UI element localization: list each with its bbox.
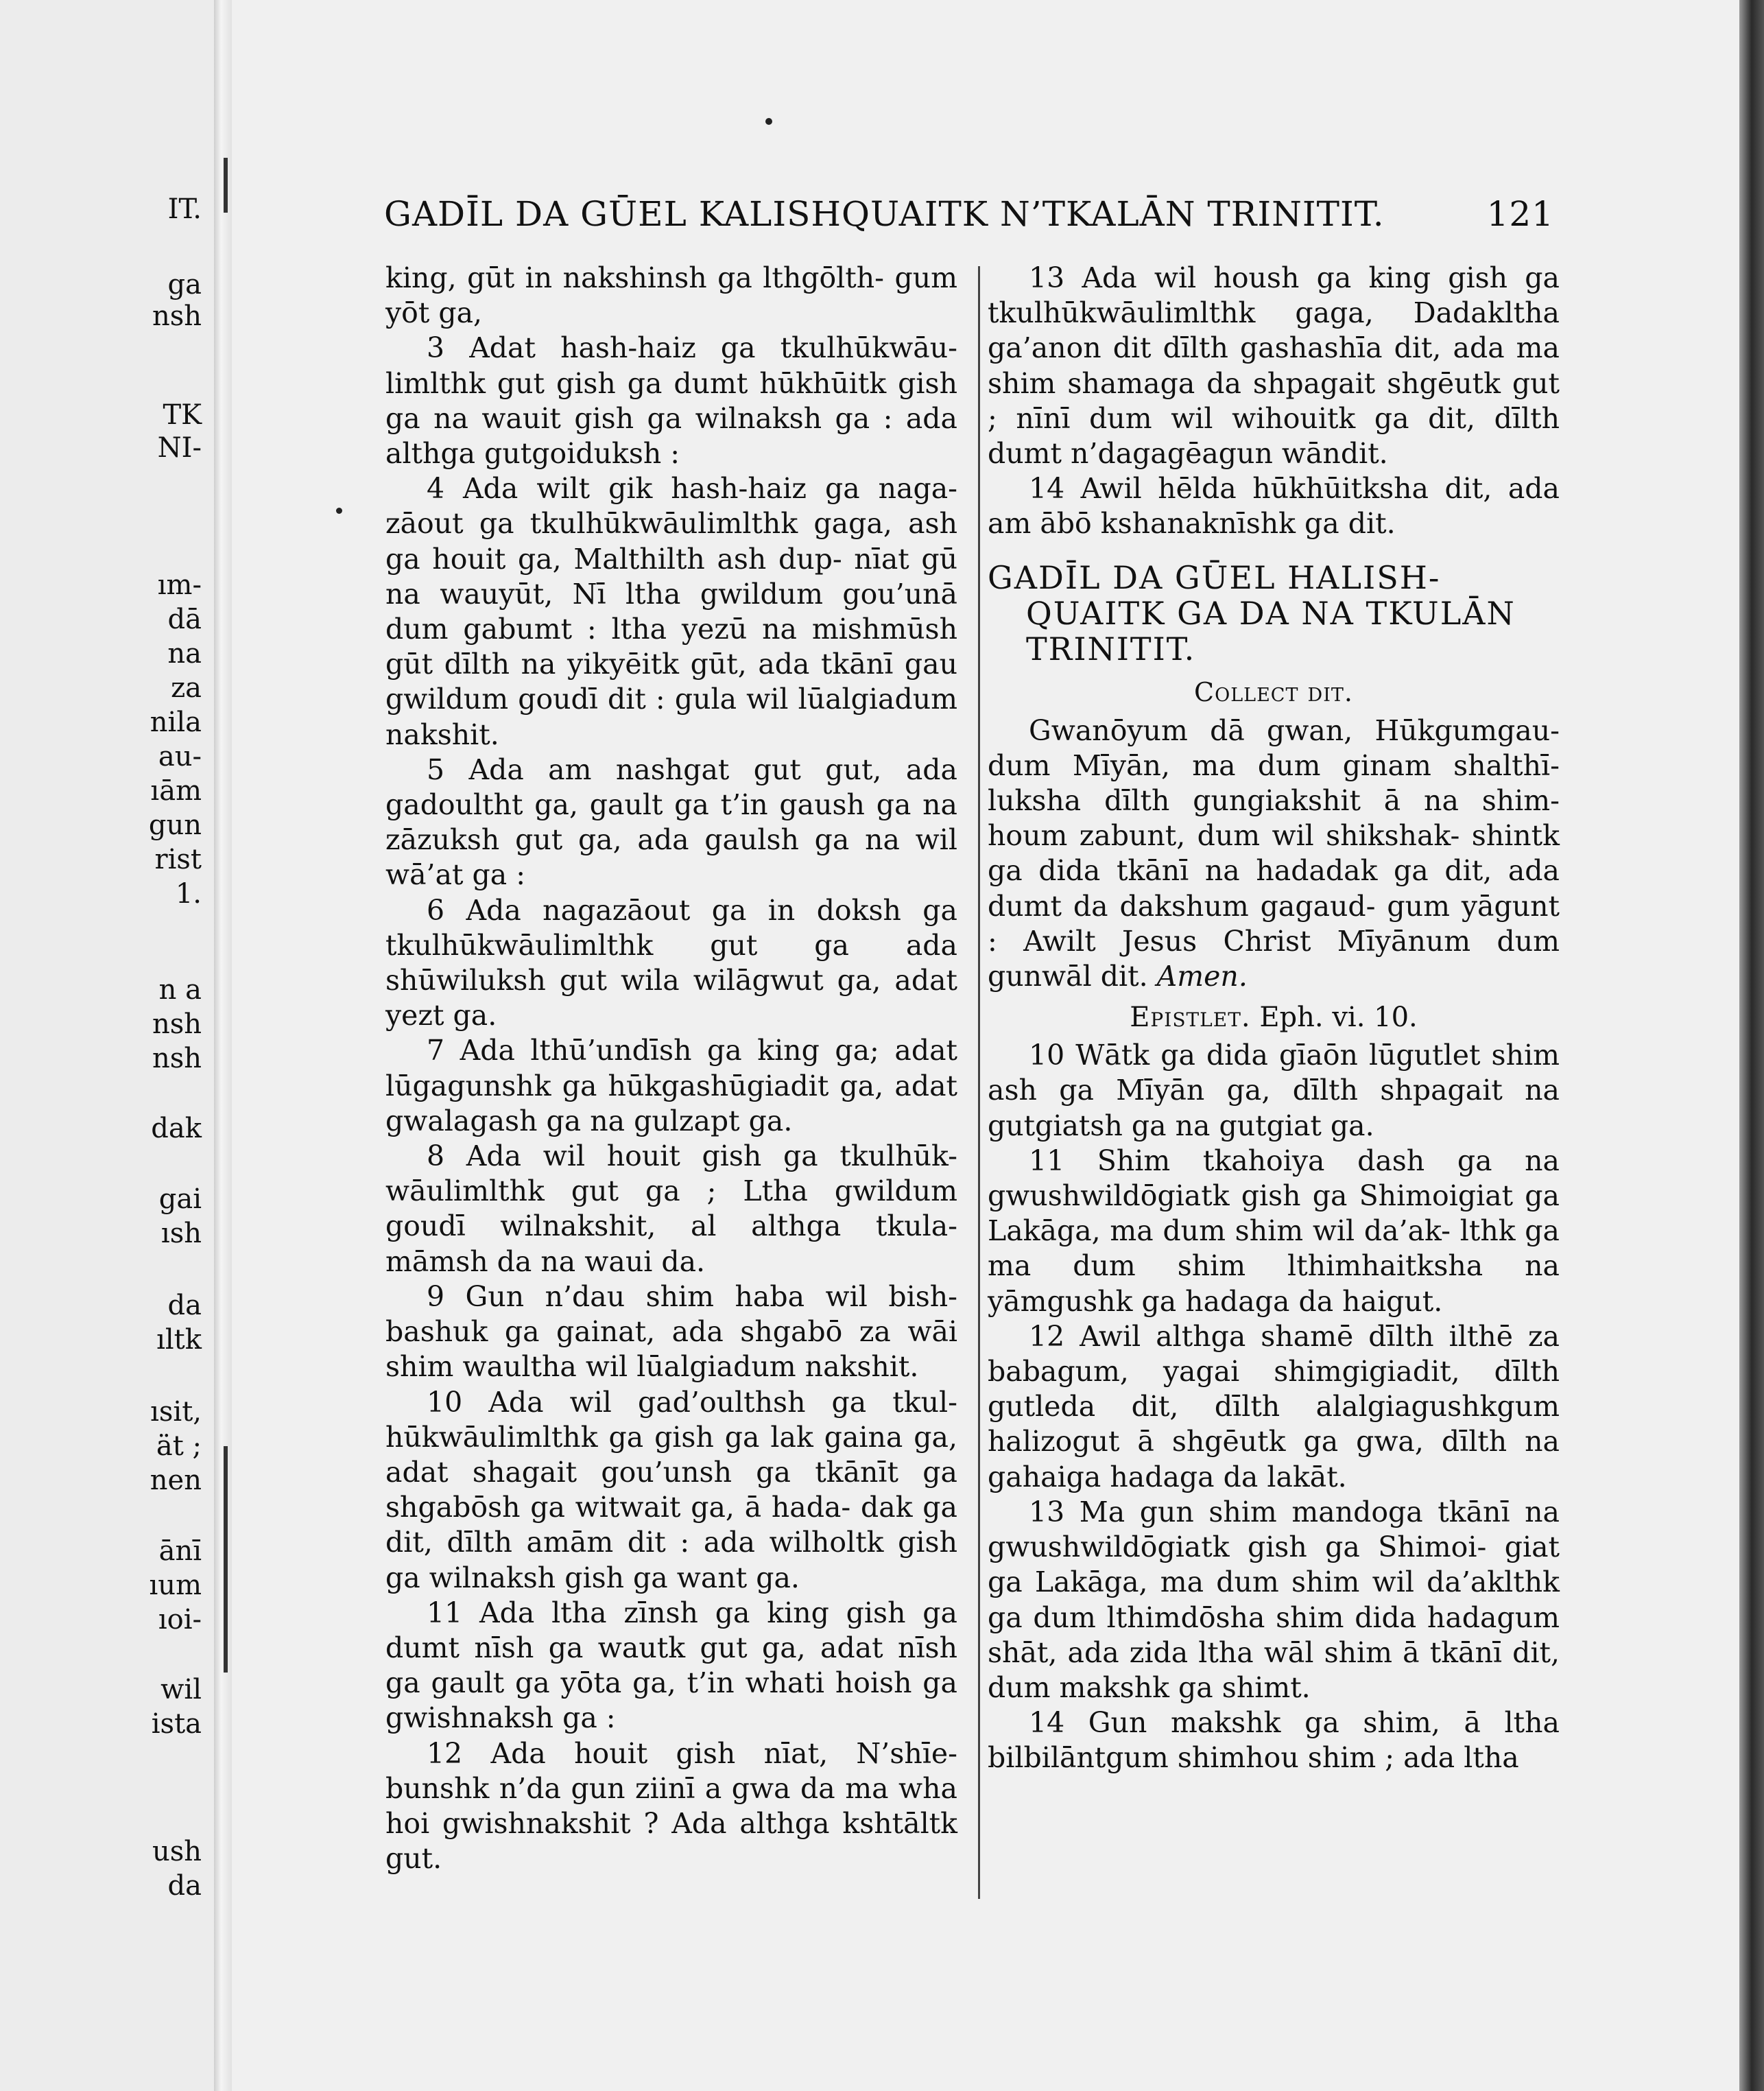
facing-page-text: za xyxy=(171,672,202,704)
verse: 11 Ada ltha zīnsh ga king gish ga dumt nīsh ga wautk gut ga, adat nīsh ga gault ga yōta ga, t’in whati hoish ga gwishnaksh ga : xyxy=(385,1596,957,1735)
facing-page-fragment xyxy=(0,0,214,2091)
verse: 7 Ada lthū’undīsh ga king ga; adat lūgagunshk ga hūkgashūgiadit ga, adat gwalagash ga na gulzapt ga. xyxy=(385,1034,957,1137)
gutter-line-lower xyxy=(224,1446,228,1673)
facing-page-text: ät ; xyxy=(156,1430,202,1462)
continued-paragraph: king, gūt in nakshinsh ga lthgōlth- gum yōt ga, xyxy=(385,261,957,330)
facing-page-text: ista xyxy=(151,1708,202,1740)
epistle-reference: Eph. vi. 10. xyxy=(1259,1002,1418,1034)
verse: 5 Ada am nashgat gut gut, ada gadoultht ga, gault ga t’in gaush ga na zāzuksh gut ga, ada gaulsh ga na wil wā’at ga : xyxy=(385,753,957,892)
verse: 14 Gun makshk ga shim, ā ltha bilbilāntgum shimhou shim ; ada ltha xyxy=(988,1706,1560,1775)
facing-page-text: ıum xyxy=(149,1570,202,1601)
collect-label: Collect dit. xyxy=(1194,676,1353,707)
facing-page-text: ānī xyxy=(158,1535,202,1567)
verse: 4 Ada wilt gik hash-haiz ga naga- zāout ga tkulhūkwāulimlthk gaga, ash ga houit ga, Malthilth ash dup- nīat gū na wauyūt, Nī ltha gwildum gou’unā dum gabumt : ltha yezū na mishmūsh gūt dīlth na yikyēitk gūt, ada tkānī gau gwildum goudī dit : gula wil lūalgiadum nakshit. xyxy=(385,472,957,751)
collect-amen: Amen. xyxy=(1156,960,1248,993)
book-gutter xyxy=(214,0,232,2091)
epistle-label xyxy=(988,1000,1560,1035)
left-column xyxy=(385,261,957,1876)
facing-page-text: gun xyxy=(148,810,202,841)
facing-page-text: IT. xyxy=(167,193,202,225)
running-head-title: GADĪL DA GŪEL KALISHQUAITK N’TKALĀN TRINITIT. xyxy=(384,194,1385,234)
verse: 10 Ada wil gad’oulthsh ga tkul- hūkwāulimlthk ga gish ga lak gaina ga, adat shagait gou’unsh ga tkānīt ga shgabōsh ga witwait ga, ā hada- dak ga dit, dīlth amām dit : ada wilholtk gish ga wilnaksh gish ga want ga. xyxy=(385,1385,957,1594)
facing-page-text: dak xyxy=(151,1113,202,1144)
facing-page-text: nen xyxy=(150,1465,202,1496)
collect-text: Gwanōyum dā gwan, Hūkgumgau- dum Mīyān, ma dum ginam shalthī- luksha dīlth gungiakshit ā na shim- houm zabunt, dum wil shikshak- shintk ga dida tkānī na hadadak ga dit, ada dumt da dakshum gagaud- gum yāgunt : Awilt Jesus Christ Mīyānum dum gunwāl dit. xyxy=(988,713,1560,993)
facing-page-text: NI- xyxy=(157,432,202,464)
facing-page-text: au- xyxy=(158,741,202,772)
verse: 13 Ma gun shim mandoga tkānī na gwushwildōgiatk gish ga Shimoi- giat ga Lakāga, ma dum shim wil da’aklthk ga dum lthimdōsha shim dida hadagum shāt, ada zida ltha wāl shim ā tkānī dit, dum makshk ga shimt. xyxy=(988,1495,1560,1704)
section-heading xyxy=(988,560,1560,667)
facing-page-text: ıoi- xyxy=(158,1604,202,1635)
margin-mark xyxy=(336,508,342,514)
facing-page-text: ıām xyxy=(150,775,202,807)
verse: 14 Awil hēlda hūkhūitksha dit, ada am ābō kshanaknīshk ga dit. xyxy=(988,472,1560,541)
facing-page-text: rist xyxy=(154,844,202,875)
epistle-word: Epistlet. xyxy=(1130,1002,1251,1034)
right-column xyxy=(988,261,1560,1776)
verse: 3 Adat hash-haiz ga tkulhūkwāu- limlthk gut gish ga dumt hūkhūitk gish ga na wauit gish ga wilnaksh ga : ada althga gutgoiduksh : xyxy=(385,331,957,471)
section-heading-line2: QUAITK GA DA NA TKULĀN xyxy=(1026,594,1516,632)
verse: 10 Wātk ga dida gīaōn lūgutlet shim ash ga Mīyān ga, dīlth shpagait na gutgiatsh ga na gutgiat ga. xyxy=(988,1039,1560,1142)
facing-page-text: ga xyxy=(167,269,202,300)
facing-page-text: ısh xyxy=(160,1218,202,1249)
verse: 12 Awil althga shamē dīlth ilthē za babagum, yagai shimgigiadit, dīlth gutleda dit, dīlth alalgiagushkgum halizogut ā shgēutk ga gwa, dīlth na gahaiga hadaga da lakāt. xyxy=(988,1319,1560,1493)
facing-page-text: gai xyxy=(158,1183,202,1215)
facing-page-text: nsh xyxy=(152,300,202,332)
column-rule xyxy=(978,266,980,1899)
print-dot xyxy=(765,118,772,125)
facing-page-text: TK xyxy=(163,399,202,431)
facing-page-text: ush xyxy=(152,1836,202,1867)
facing-page-text: nila xyxy=(150,707,202,738)
section-heading-line3: TRINITIT. xyxy=(1026,630,1196,668)
verse: 6 Ada nagazāout ga in doksh ga tkulhūkwāulimlthk gut ga ada shūwiluksh gut wila wilāgwut ga, adat yezt ga. xyxy=(385,893,957,1032)
verse: 12 Ada houit gish nīat, N’shīe- bunshk n’da gun ziinī a gwa da ma wha hoi gwishnakshit ? Ada althga kshtāltk gut. xyxy=(385,1736,957,1876)
section-heading-line1: GADĪL DA GŪEL HALISH- xyxy=(988,558,1441,596)
facing-page-text: da xyxy=(167,1290,202,1321)
verse: 11 Shim tkahoiya dash ga na gwushwildōgiatk gish ga Shimoigiat ga Lakāga, ma dum shim wil da’ak- lthk ga ma dum shim lthimhaitksha na yāmgushk ga hadaga da haigut. xyxy=(988,1144,1560,1318)
gutter-line-upper xyxy=(224,158,228,213)
facing-page-text: nsh xyxy=(152,1043,202,1074)
page-edge xyxy=(1739,0,1764,2091)
facing-page-text: ım- xyxy=(157,569,202,601)
facing-page-text: dā xyxy=(167,604,202,635)
facing-page-text: ıltk xyxy=(156,1324,202,1356)
collect-paragraph xyxy=(988,713,1560,995)
facing-page-text: na xyxy=(167,638,202,670)
facing-page-text: ısit, xyxy=(150,1396,202,1428)
verse: 8 Ada wil houit gish ga tkulhūk- wāulimlthk gut ga ; Ltha gwildum goudī wilnakshit, al althga tkula- māmsh da na waui da. xyxy=(385,1139,957,1278)
facing-page-text: 1. xyxy=(175,878,202,910)
verse: 13 Ada wil housh ga king gish ga tkulhūkwāulimlthk gaga, Dadakltha ga’anon dit dīlth gashashīa dit, ada ma shim shamaga da shpagait shgēutk gut ; nīnī dum wil wihouitk ga dit, dīlth dumt n’dagagēagun wāndit. xyxy=(988,261,1560,471)
verse: 9 Gun n’dau shim haba wil bish- bashuk ga gainat, ada shgabō za wāi shim waultha wil lūalgiadum nakshit. xyxy=(385,1279,957,1384)
facing-page-text: nsh xyxy=(152,1008,202,1040)
facing-page-text: n a xyxy=(158,974,202,1006)
page-number: 121 xyxy=(1486,194,1554,234)
facing-page-text: wil xyxy=(160,1674,202,1705)
facing-page-text: da xyxy=(167,1870,202,1902)
